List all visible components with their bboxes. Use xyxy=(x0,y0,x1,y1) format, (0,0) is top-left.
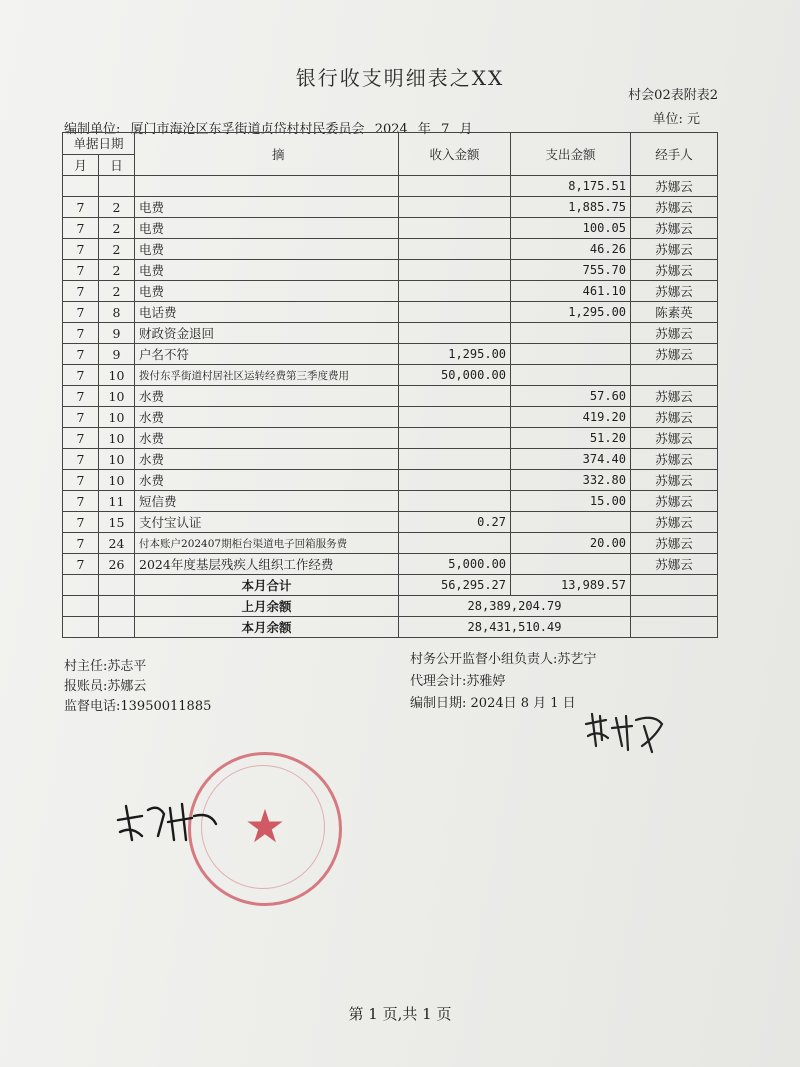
cell-month: 7 xyxy=(63,218,99,239)
cell-expense: 20.00 xyxy=(511,533,631,554)
cell-expense: 8,175.51 xyxy=(511,176,631,197)
cell-day: 2 xyxy=(99,260,135,281)
cell-expense: 755.70 xyxy=(511,260,631,281)
compile-date-value: 2024日 8 月 1 日 xyxy=(470,696,576,711)
cell-summary: 电费 xyxy=(135,239,399,260)
cell-expense: 51.20 xyxy=(511,428,631,449)
cell-month: 7 xyxy=(63,323,99,344)
year-char: 年 xyxy=(417,122,431,137)
cell-income xyxy=(399,218,511,239)
cell-summary: 水费 xyxy=(135,449,399,470)
table-row xyxy=(63,281,718,302)
table-row xyxy=(63,365,718,386)
cell-handler: 苏娜云 xyxy=(631,218,718,239)
table-row xyxy=(63,554,718,575)
cell-month: 7 xyxy=(63,386,99,407)
cell-month: 7 xyxy=(63,260,99,281)
empty-cell xyxy=(63,596,99,617)
month-total-label: 本月合计 xyxy=(135,575,399,596)
village-director: 村主任:苏志平 xyxy=(64,659,147,674)
cell-month: 7 xyxy=(63,365,99,386)
cell-handler: 苏娜云 xyxy=(631,176,718,197)
cell-income xyxy=(399,239,511,260)
cell-expense xyxy=(511,512,631,533)
cell-day: 9 xyxy=(99,344,135,365)
ledger-body xyxy=(63,176,718,638)
cell-month: 7 xyxy=(63,407,99,428)
table-row xyxy=(63,197,718,218)
compile-date xyxy=(410,692,576,711)
cell-month: 7 xyxy=(63,281,99,302)
accountant: 代理会计:苏雅婷 xyxy=(410,674,506,689)
cell-month: 7 xyxy=(63,239,99,260)
curr-balance-row xyxy=(63,617,718,638)
cell-day: 10 xyxy=(99,365,135,386)
cell-income xyxy=(399,386,511,407)
month-total-row xyxy=(63,575,718,596)
cell-summary: 财政资金退回 xyxy=(135,323,399,344)
cell-day: 26 xyxy=(99,554,135,575)
compiler-value: 厦门市海沧区东孚街道贞岱村村民委员会 xyxy=(130,122,365,137)
cell-summary: 短信费 xyxy=(135,491,399,512)
cell-handler: 苏娜云 xyxy=(631,260,718,281)
month-char: 月 xyxy=(459,122,473,137)
cell-month xyxy=(63,176,99,197)
cell-summary: 拨付东孚街道村居社区运转经费第三季度费用 xyxy=(135,365,399,386)
form-code: 村会02表附表2 xyxy=(628,88,718,103)
cell-handler: 苏娜云 xyxy=(631,344,718,365)
table-row xyxy=(63,428,718,449)
table-row xyxy=(63,449,718,470)
table-row xyxy=(63,176,718,197)
star-icon: ★ xyxy=(244,799,286,853)
cell-summary: 2024年度基层残疾人组织工作经费 xyxy=(135,554,399,575)
header-day: 日 xyxy=(99,154,135,176)
table-row xyxy=(63,533,718,554)
compiler-label: 编制单位: xyxy=(64,122,121,137)
cell-handler: 苏娜云 xyxy=(631,407,718,428)
cell-income: 50,000.00 xyxy=(399,365,511,386)
cell-expense: 419.20 xyxy=(511,407,631,428)
empty-cell xyxy=(99,617,135,638)
cell-expense: 46.26 xyxy=(511,239,631,260)
cell-income xyxy=(399,281,511,302)
cell-income xyxy=(399,302,511,323)
cell-summary: 电话费 xyxy=(135,302,399,323)
cell-summary: 付本账户202407期柜台渠道电子回箱服务费 xyxy=(135,533,399,554)
empty-cell xyxy=(631,617,718,638)
cell-expense: 374.40 xyxy=(511,449,631,470)
cell-income xyxy=(399,260,511,281)
table-row xyxy=(63,407,718,428)
cell-summary: 水费 xyxy=(135,428,399,449)
cell-handler: 苏娜云 xyxy=(631,512,718,533)
cell-day: 2 xyxy=(99,197,135,218)
table-row xyxy=(63,512,718,533)
cell-summary: 电费 xyxy=(135,260,399,281)
header-summary-a: 摘 xyxy=(272,147,285,162)
header-income: 收入金额 xyxy=(399,133,511,176)
cell-month: 7 xyxy=(63,302,99,323)
supervision-phone: 监督电话:13950011885 xyxy=(64,699,212,714)
cell-day: 10 xyxy=(99,449,135,470)
cell-expense: 15.00 xyxy=(511,491,631,512)
signature-right xyxy=(582,706,672,756)
cell-day: 9 xyxy=(99,323,135,344)
page-number: 第 1 页,共 1 页 xyxy=(348,1005,452,1023)
header-date: 单据日期 xyxy=(63,133,135,155)
cell-expense: 1,885.75 xyxy=(511,197,631,218)
cell-day: 10 xyxy=(99,407,135,428)
empty-cell xyxy=(631,596,718,617)
table-row xyxy=(63,491,718,512)
cell-expense xyxy=(511,365,631,386)
report-year: 2024 xyxy=(374,122,408,137)
cell-income xyxy=(399,407,511,428)
cell-expense: 461.10 xyxy=(511,281,631,302)
unit-label-text: 单位: xyxy=(652,112,683,127)
cell-day: 2 xyxy=(99,281,135,302)
cell-month: 7 xyxy=(63,554,99,575)
cell-expense xyxy=(511,323,631,344)
cell-month: 7 xyxy=(63,470,99,491)
cell-month: 7 xyxy=(63,491,99,512)
table-row xyxy=(63,386,718,407)
cell-expense: 1,295.00 xyxy=(511,302,631,323)
report-month: 7 xyxy=(441,122,450,137)
header-expense: 支出金额 xyxy=(511,133,631,176)
cell-income: 0.27 xyxy=(399,512,511,533)
cell-day: 2 xyxy=(99,239,135,260)
cell-day: 2 xyxy=(99,218,135,239)
prev-balance-row xyxy=(63,596,718,617)
prev-balance-label: 上月余额 xyxy=(135,596,399,617)
table-row xyxy=(63,323,718,344)
cell-summary: 水费 xyxy=(135,386,399,407)
cell-income: 1,295.00 xyxy=(399,344,511,365)
empty-cell xyxy=(63,617,99,638)
cell-day: 8 xyxy=(99,302,135,323)
cell-handler: 苏娜云 xyxy=(631,470,718,491)
cell-expense: 57.60 xyxy=(511,386,631,407)
cell-income xyxy=(399,176,511,197)
cell-summary: 户名不符 xyxy=(135,344,399,365)
cell-day: 24 xyxy=(99,533,135,554)
cell-day xyxy=(99,176,135,197)
cell-summary: 电费 xyxy=(135,197,399,218)
table-row xyxy=(63,302,718,323)
unit-value: 元 xyxy=(686,112,700,127)
cell-handler: 苏娜云 xyxy=(631,491,718,512)
empty-cell xyxy=(99,596,135,617)
cell-income xyxy=(399,470,511,491)
cell-handler: 苏娜云 xyxy=(631,386,718,407)
cell-month: 7 xyxy=(63,197,99,218)
cell-day: 15 xyxy=(99,512,135,533)
table-row xyxy=(63,344,718,365)
unit-label xyxy=(652,108,700,127)
cell-expense xyxy=(511,554,631,575)
cell-expense: 100.05 xyxy=(511,218,631,239)
cell-day: 10 xyxy=(99,470,135,491)
cell-month: 7 xyxy=(63,344,99,365)
cell-handler xyxy=(631,365,718,386)
header-handler: 经手人 xyxy=(631,133,718,176)
cell-month: 7 xyxy=(63,449,99,470)
cell-income xyxy=(399,491,511,512)
cell-handler: 苏娜云 xyxy=(631,323,718,344)
cell-month: 7 xyxy=(63,512,99,533)
prev-balance-value: 28,389,204.79 xyxy=(399,596,631,617)
cell-day: 10 xyxy=(99,428,135,449)
empty-cell xyxy=(631,575,718,596)
cell-expense: 332.80 xyxy=(511,470,631,491)
table-row xyxy=(63,218,718,239)
cell-day: 11 xyxy=(99,491,135,512)
cell-summary: 支付宝认证 xyxy=(135,512,399,533)
cell-month: 7 xyxy=(63,533,99,554)
cell-handler: 苏娜云 xyxy=(631,281,718,302)
cell-income xyxy=(399,197,511,218)
cell-income xyxy=(399,323,511,344)
cell-summary xyxy=(135,176,399,197)
cell-summary: 电费 xyxy=(135,281,399,302)
curr-balance-value: 28,431,510.49 xyxy=(399,617,631,638)
empty-cell xyxy=(99,575,135,596)
cell-summary: 电费 xyxy=(135,218,399,239)
table-row xyxy=(63,239,718,260)
header-summary xyxy=(135,133,399,176)
reporter: 报账员:苏娜云 xyxy=(64,679,147,694)
cell-handler: 苏娜云 xyxy=(631,533,718,554)
compile-date-label: 编制日期: xyxy=(410,696,467,711)
cell-month: 7 xyxy=(63,428,99,449)
cell-expense xyxy=(511,344,631,365)
cell-handler: 苏娜云 xyxy=(631,197,718,218)
empty-cell xyxy=(63,575,99,596)
table-row xyxy=(63,470,718,491)
curr-balance-label: 本月余额 xyxy=(135,617,399,638)
document-title: 银行收支明细表之XX xyxy=(295,66,505,90)
cell-income xyxy=(399,428,511,449)
cell-day: 10 xyxy=(99,386,135,407)
cell-handler: 苏娜云 xyxy=(631,554,718,575)
cell-handler: 苏娜云 xyxy=(631,449,718,470)
cell-summary: 水费 xyxy=(135,470,399,491)
cell-income xyxy=(399,449,511,470)
cell-handler: 陈素英 xyxy=(631,302,718,323)
cell-summary: 水费 xyxy=(135,407,399,428)
supervisor: 村务公开监督小组负责人:苏艺宁 xyxy=(410,652,597,667)
signature-left xyxy=(112,796,222,846)
ledger-table xyxy=(62,132,718,638)
month-total-expense: 13,989.57 xyxy=(511,575,631,596)
cell-handler: 苏娜云 xyxy=(631,428,718,449)
header-month: 月 xyxy=(63,154,99,176)
cell-income: 5,000.00 xyxy=(399,554,511,575)
table-row xyxy=(63,260,718,281)
cell-handler: 苏娜云 xyxy=(631,239,718,260)
month-total-income: 56,295.27 xyxy=(399,575,511,596)
cell-income xyxy=(399,533,511,554)
